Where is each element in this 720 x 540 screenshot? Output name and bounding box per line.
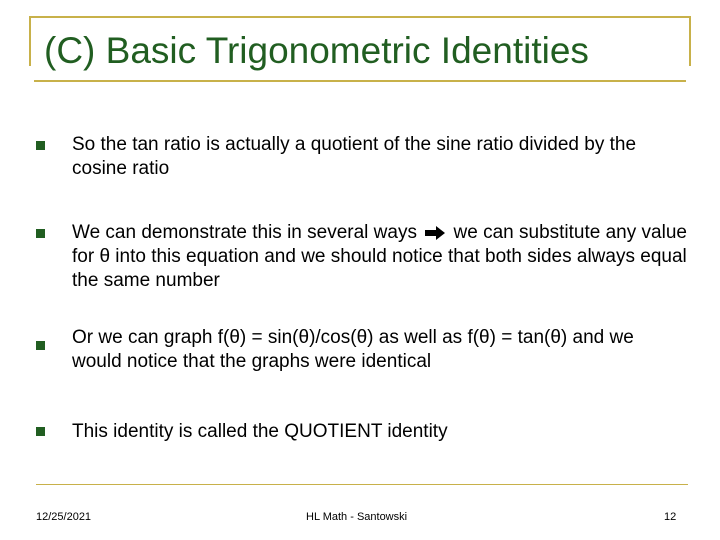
right-arrow-icon xyxy=(424,225,446,241)
bullet-2-rest: we can substitute any value for θ into this equation and we should notice that both sides always equal the same number xyxy=(72,222,687,291)
square-bullet-icon xyxy=(36,341,45,350)
footer-course: HL Math - Santowski xyxy=(306,511,408,523)
bullet-text-3: Or we can graph f(θ) = sin(θ)/cos(θ) as well as f(θ) = tan(θ) and we would notice that the graphs were identical xyxy=(72,327,634,372)
square-bullet-icon xyxy=(36,229,45,238)
square-bullet-icon xyxy=(36,427,45,436)
bullet-2-lead: We can demonstrate this in several ways xyxy=(72,222,417,243)
square-bullet-icon xyxy=(36,141,45,150)
title-frame-top xyxy=(29,16,691,18)
footer-divider xyxy=(36,484,688,485)
bullet-text-2 xyxy=(72,221,687,293)
page-number: 12 xyxy=(664,511,677,523)
footer-date: 12/25/2021 xyxy=(36,511,92,523)
title-frame-left xyxy=(29,16,31,66)
bullet-text-1: So the tan ratio is actually a quotient of the sine ratio divided by the cosine ratio xyxy=(72,134,637,179)
title-underline xyxy=(34,80,686,82)
bullet-text-4: This identity is called the QUOTIENT identity xyxy=(72,421,448,442)
title-frame-right xyxy=(689,16,691,66)
slide-title: (C) Basic Trigonometric Identities xyxy=(44,30,589,71)
